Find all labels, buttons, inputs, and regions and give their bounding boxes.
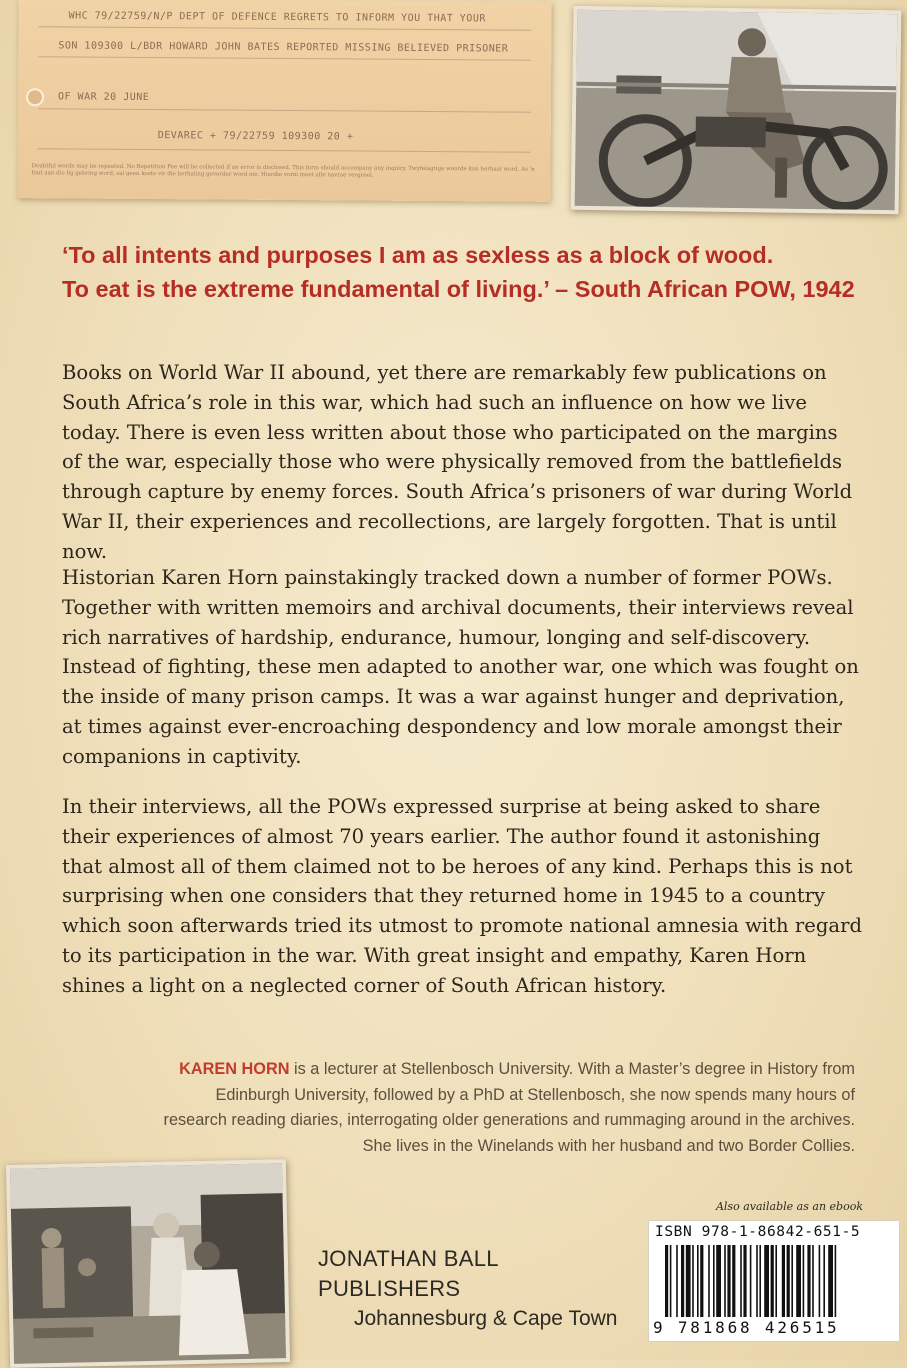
body-paragraph-1: Books on World War II abound, yet there are remarkably few publications on South Africa’s role in this war, which had such an influence on how we live today. There is even less written about those who participated on the margins of the war, especially those who were physically removed from the battlefields through capture by enemy forces. South Africa’s prisoners of war during World War II, their experiences and recollections, are largely forgotten. That is until now. — [62, 361, 853, 563]
barcode-bar — [787, 1245, 790, 1317]
barcode-bar — [676, 1245, 678, 1317]
barcode-bar — [716, 1245, 721, 1317]
pow-haircut-photo — [6, 1159, 290, 1368]
barcode-bar — [771, 1245, 774, 1317]
telegram-line-3: OF WAR 20 JUNE — [57, 91, 150, 104]
barcode-bar — [782, 1245, 785, 1317]
telegram-image — [17, 0, 551, 202]
telegram-punch-hole — [26, 88, 44, 106]
featured-quote — [62, 238, 872, 306]
barcode-bar — [835, 1245, 837, 1317]
ebook-note: Also available as an ebook — [715, 1200, 863, 1213]
barcode-bar — [665, 1245, 668, 1317]
publisher-city: Johannesburg & Cape Town — [354, 1307, 618, 1330]
barcode-digits: 9 781868 426515 — [653, 1318, 840, 1337]
quote-line-2: To eat is the extreme fundamental of living.’ – South African POW, 1942 — [62, 276, 855, 302]
barcode-bar — [727, 1245, 730, 1317]
isbn-number: ISBN 978-1-86842-651-5 — [655, 1224, 861, 1240]
barcode-bar — [732, 1245, 735, 1317]
barcode-bar — [681, 1245, 684, 1317]
barcode-bar — [708, 1245, 710, 1317]
barcode-bar — [796, 1245, 801, 1317]
barcode-bar — [812, 1245, 814, 1317]
isbn-barcode — [648, 1220, 900, 1342]
barcode-bar — [828, 1245, 833, 1317]
barcode-bar — [803, 1245, 805, 1317]
telegram-line-1: WHC 79/22759/N/P DEPT OF DEFENCE REGRETS TO INFORM YOU THAT YOUR — [68, 10, 486, 25]
barcode-bar — [724, 1245, 726, 1317]
barcode-bar — [759, 1245, 761, 1317]
telegram-rule — [38, 56, 531, 60]
author-name: KAREN HORN — [179, 1060, 290, 1078]
barcode-bar — [713, 1245, 715, 1317]
barcode-bar — [700, 1245, 703, 1317]
telegram-rule — [38, 108, 531, 112]
barcode-bar — [670, 1245, 672, 1317]
publisher-block — [318, 1244, 638, 1334]
telegram-rule — [39, 26, 532, 30]
barcode-bar — [697, 1245, 699, 1317]
barcode-bar — [764, 1245, 769, 1317]
body-paragraph-3: In their interviews, all the POWs expressed surprise at being asked to share their experiences of almost 70 years earlier. The author found it astonishing that almost all of them claimed not to be heroes of any kind. Perhaps this is not surprising when one considers that they returned home in 1945 to a country which soon afterwards tried its utmost to promote national amnesia with regard to its participation in the war. With great insight and empathy, Karen Horn shines a light on a neglected corner of South African history. — [62, 795, 862, 997]
telegram-line-2: SON 109300 L/BDR HOWARD JOHN BATES REPORTED MISSING BELIEVED PRISONER — [58, 40, 509, 55]
barcode-bar — [740, 1245, 742, 1317]
barcode-bar — [692, 1245, 694, 1317]
telegram-footer: Doubtful words may be repeated. No Repetition Fee will be collected if an error is disclosed. This form should accompany any inquiry. Twyfelagtige woorde kan herhaal word. As 'n fout aan die lig gebring word, sal geen koste vir die herhaling gevorder word nie. Hierdie vorm moet alle navrae vergesel. — [31, 163, 535, 179]
barcode-bar — [819, 1245, 821, 1317]
barcode-bar — [823, 1245, 825, 1317]
soldier-motorcycle-photo — [571, 6, 902, 215]
barcode-bar — [756, 1245, 758, 1317]
barcode-bar — [686, 1245, 691, 1317]
telegram-rule — [38, 148, 531, 152]
quote-line-1: ‘To all intents and purposes I am as sexless as a block of wood. — [62, 242, 774, 268]
body-paragraph-2: Historian Karen Horn painstakingly tracked down a number of former POWs. Together with written memoirs and archival documents, their interviews reveal rich narratives of hardship, endurance, humour, longing and self-discovery. Instead of fighting, these men adapted to another war, one which was fought on the inside of many prison camps. It was a war against hunger and deprivation, at times against ever-encroaching despondency and low morale amongst their companions in captivity. — [62, 566, 859, 768]
barcode-bar — [807, 1245, 810, 1317]
author-bio-text: is a lecturer at Stellenbosch University. With a Master’s degree in History from Edinburgh University, followed by a PhD at Stellenbosch, she now spends many hours of research reading diaries, interrogating older generations and rummaging around in the archives. She lives in the Winelands with her husband and two Border Collies. — [163, 1060, 855, 1155]
barcode-bar — [743, 1245, 746, 1317]
barcode-bar — [791, 1245, 793, 1317]
publisher-name: JONATHAN BALL PUBLISHERS — [318, 1246, 498, 1301]
barcode-bar — [750, 1245, 752, 1317]
barcode-bar — [775, 1245, 777, 1317]
telegram-line-4: DEVAREC + 79/22759 109300 20 + — [157, 130, 354, 143]
barcode-bars — [653, 1245, 895, 1317]
author-bio — [150, 1057, 855, 1159]
